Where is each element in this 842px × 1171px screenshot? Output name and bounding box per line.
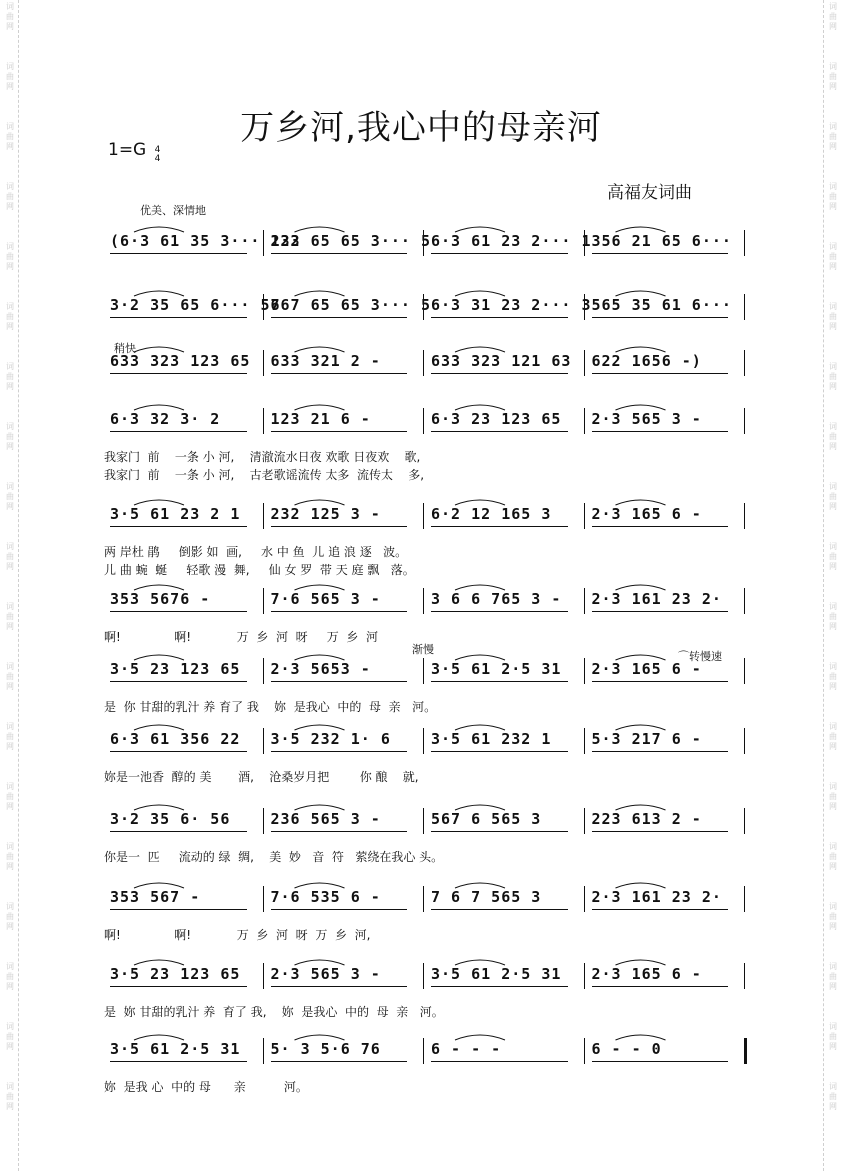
measure: 622 1656 -) (591, 352, 702, 370)
watermark-text: 词 曲 网 (829, 1082, 837, 1111)
beam-underline (592, 317, 729, 318)
beam-underline (271, 751, 408, 752)
beam-underline (431, 373, 568, 374)
beam-underline (592, 1061, 729, 1062)
slur-mark (295, 805, 345, 810)
slur-arcs (104, 578, 746, 592)
notation-line (104, 888, 746, 908)
beam-underline (271, 681, 408, 682)
watermark-text: 词 曲 网 (6, 602, 14, 631)
measure: 3·5 61 2·5 31 (431, 660, 562, 678)
measure: (6·3 61 35 3··· 232 (110, 232, 301, 250)
slur-mark (455, 227, 505, 232)
lyric-line-2: 我家门 前 一条 小 河, 古老歌谣流传 太多 流传太 多, (104, 468, 425, 482)
measure: 232 125 3 - (270, 505, 381, 523)
lyric-line-1: 妳 是我 心 中的 母 亲 河。 (104, 1080, 308, 1094)
beam-underline (431, 909, 568, 910)
slur-mark (616, 291, 666, 296)
watermark-text: 词 曲 网 (829, 122, 837, 151)
measure: 6 - - - (431, 1040, 502, 1058)
watermark-text: 词 曲 网 (829, 662, 837, 691)
measure: 2·3 165 6 - (591, 965, 702, 983)
slur-mark (295, 585, 345, 590)
watermark-text: 词 曲 网 (829, 542, 837, 571)
lyric-line-1: 是 妳 甘甜的乳汁 养 育了 我, 妳 是我心 中的 母 亲 河。 (104, 1005, 444, 1019)
watermark-text: 词 曲 网 (829, 482, 837, 511)
watermark-text: 词 曲 网 (6, 662, 14, 691)
notation-line (104, 730, 746, 750)
watermark-text: 词 曲 网 (6, 62, 14, 91)
beam-underline (271, 909, 408, 910)
slur-arcs (104, 493, 746, 507)
watermark-text: 词 曲 网 (829, 842, 837, 871)
beam-underline (271, 986, 408, 987)
measure: 2·3 565 3 - (591, 410, 702, 428)
measure: 2·3 161 23 2· (591, 590, 722, 608)
slur-mark (616, 960, 666, 965)
beam-underline (271, 373, 408, 374)
measure: 6·3 61 356 22 (110, 730, 241, 748)
watermark-text: 词 曲 网 (829, 902, 837, 931)
author-credit: 高福友词曲 (607, 183, 692, 203)
beam-underline (110, 909, 247, 910)
measure: 3·5 61 232 1 (431, 730, 552, 748)
measure: 6·3 31 23 2··· 3 (431, 296, 592, 314)
measure: 2·3 165 6 - (591, 660, 702, 678)
measure: 567 6 565 3 (431, 810, 542, 828)
beam-underline (431, 253, 568, 254)
beam-underline (592, 611, 729, 612)
measure: 3·5 61 2·5 31 (110, 1040, 241, 1058)
measure: 767 65 65 3··· 5 (270, 296, 431, 314)
beam-underline (431, 681, 568, 682)
song-title: 万乡河,我心中的母亲河 (240, 108, 602, 148)
beam-underline (592, 253, 729, 254)
ritardando-marking: 渐慢 (412, 643, 434, 656)
slur-mark (616, 405, 666, 410)
measure: 2·3 161 23 2· (591, 888, 722, 906)
slur-mark (455, 655, 505, 660)
watermark-text: 词 曲 网 (6, 962, 14, 991)
watermark-text: 词 曲 网 (6, 542, 14, 571)
key-label: 1=G (108, 140, 147, 160)
measure: 5· 3 5·6 76 (270, 1040, 381, 1058)
watermark-text: 词 曲 网 (829, 962, 837, 991)
watermark-text: 词 曲 网 (829, 62, 837, 91)
watermark-text: 词 曲 网 (6, 242, 14, 271)
measure: 6·3 23 123 65 (431, 410, 562, 428)
slur-mark (134, 347, 184, 352)
beam-underline (592, 681, 729, 682)
measure: 3·5 232 1· 6 (270, 730, 391, 748)
watermark-text: 词 曲 网 (6, 2, 14, 31)
slur-mark (616, 585, 666, 590)
measure: 123 21 6 - (270, 410, 371, 428)
measure: 565 35 61 6··· (591, 296, 732, 314)
slur-mark (134, 585, 184, 590)
slur-mark (295, 227, 345, 232)
watermark-text: 词 曲 网 (6, 782, 14, 811)
measure: 6 - - 0 (591, 1040, 662, 1058)
measure: 2·3 565 3 - (270, 965, 381, 983)
tempo-marking-fast: 稍快 (114, 342, 136, 355)
beam-underline (110, 317, 247, 318)
lyric-line-1: 啊! 啊! 万 乡 河 呀 万 乡 河, (104, 928, 371, 942)
slur-mark (295, 291, 345, 296)
slur-mark (134, 883, 184, 888)
watermark-text: 词 曲 网 (6, 722, 14, 751)
beam-underline (592, 526, 729, 527)
measure: 356 21 65 6··· (591, 232, 732, 250)
measure: 3·2 35 6· 56 (110, 810, 231, 828)
measure: 633 323 123 65 (110, 352, 251, 370)
beam-underline (431, 611, 568, 612)
notation-line (104, 352, 746, 372)
watermark-text: 词 曲 网 (6, 122, 14, 151)
slur-mark (455, 805, 505, 810)
measure: 6·2 12 165 3 (431, 505, 552, 523)
notation-line (104, 232, 746, 252)
measure: 3·2 35 65 6··· 56 (110, 296, 281, 314)
slur-mark (295, 725, 345, 730)
beam-underline (431, 317, 568, 318)
lyric-line-1: 啊! 啊! 万 乡 河 呀 万 乡 河 (104, 630, 379, 644)
measure: 223 613 2 - (591, 810, 702, 828)
beam-underline (110, 831, 247, 832)
beam-underline (271, 831, 408, 832)
slur-mark (134, 960, 184, 965)
notation-line (104, 1040, 746, 1060)
slur-mark (616, 500, 666, 505)
slur-mark (616, 725, 666, 730)
slur-mark (295, 960, 345, 965)
slur-mark (455, 347, 505, 352)
measure: 123 65 65 3··· 5 (270, 232, 431, 250)
measure: 6·3 61 23 2··· 1 (431, 232, 592, 250)
lyric-line-1: 我家门 前 一条 小 河, 清澈流水日夜 欢歌 日夜欢 歌, (104, 450, 421, 464)
measure: 7 6 7 565 3 (431, 888, 542, 906)
beam-underline (431, 751, 568, 752)
slur-mark (455, 725, 505, 730)
slur-mark (134, 291, 184, 296)
tempo-marking: 优美、深情地 (140, 204, 206, 217)
beam-underline (110, 431, 247, 432)
lyric-line-1: 你是一 匹 流动的 绿 绸, 美 妙 音 符 萦绕在我心 头。 (104, 850, 444, 864)
slur-mark (295, 405, 345, 410)
slur-mark (295, 883, 345, 888)
measure: 2·3 165 6 - (591, 505, 702, 523)
slur-arcs (104, 284, 746, 298)
notation-line (104, 965, 746, 985)
slur-mark (134, 725, 184, 730)
notation-line (104, 810, 746, 830)
watermark-text: 词 曲 网 (829, 602, 837, 631)
slur-mark (616, 227, 666, 232)
slur-mark (295, 1035, 345, 1040)
slur-mark (134, 1035, 184, 1040)
notation-line (104, 590, 746, 610)
beam-underline (110, 526, 247, 527)
beam-underline (592, 431, 729, 432)
beam-underline (431, 526, 568, 527)
slur-mark (134, 227, 184, 232)
beam-underline (271, 526, 408, 527)
measure: 5·3 217 6 - (591, 730, 702, 748)
slur-mark (134, 500, 184, 505)
measure: 633 323 121 63 (431, 352, 572, 370)
slur-arcs (104, 1028, 746, 1042)
beam-underline (110, 373, 247, 374)
beam-underline (271, 253, 408, 254)
measure: 3 6 6 765 3 - (431, 590, 562, 608)
measure: 236 565 3 - (270, 810, 381, 828)
slur-mark (616, 1035, 666, 1040)
slur-mark (455, 405, 505, 410)
slur-mark (455, 291, 505, 296)
lyric-line-1: 是 你 甘甜的乳汁 养 育了 我 妳 是我心 中的 母 亲 河。 (104, 700, 437, 714)
beam-underline (271, 317, 408, 318)
right-margin-strip (823, 0, 842, 1171)
watermark-text: 词 曲 网 (829, 422, 837, 451)
beam-underline (431, 831, 568, 832)
slur-mark (134, 655, 184, 660)
measure: 353 5676 - (110, 590, 211, 608)
slur-mark (295, 347, 345, 352)
watermark-text: 词 曲 网 (6, 482, 14, 511)
beam-underline (110, 611, 247, 612)
measure: 633 321 2 - (270, 352, 381, 370)
lyric-line-1: 两 岸杜 鹃 倒影 如 画, 水 中 鱼 儿 追 浪 逐 波。 (104, 545, 408, 559)
beam-underline (110, 681, 247, 682)
slur-mark (616, 883, 666, 888)
slur-mark (455, 883, 505, 888)
beam-underline (431, 1061, 568, 1062)
watermark-text: 词 曲 网 (6, 1082, 14, 1111)
beam-underline (110, 253, 247, 254)
time-signature (155, 146, 161, 164)
measure: 3·5 61 23 2 1 (110, 505, 241, 523)
beam-underline (271, 1061, 408, 1062)
watermark-text: 词 曲 网 (6, 362, 14, 391)
slur-arcs (104, 340, 746, 354)
watermark-text: 词 曲 网 (829, 182, 837, 211)
lyric-line-2: 儿 曲 蜿 蜒 轻歌 漫 舞, 仙 女 罗 带 天 庭 飘 落。 (104, 563, 415, 577)
slur-mark (134, 805, 184, 810)
notation-line (104, 505, 746, 525)
meter-top: 4 (154, 145, 161, 155)
watermark-text: 词 曲 网 (6, 842, 14, 871)
measure: 2·3 5653 - (270, 660, 371, 678)
slur-arcs (104, 220, 746, 234)
lyric-line-1: 妳是一池香 醇的 美 酒, 沧桑岁月把 你 酿 就, (104, 770, 419, 784)
slur-arcs (104, 648, 746, 662)
slur-arcs (104, 398, 746, 412)
beam-underline (110, 751, 247, 752)
slur-arcs (104, 718, 746, 732)
beam-underline (592, 986, 729, 987)
watermark-text: 词 曲 网 (6, 182, 14, 211)
slur-mark (295, 500, 345, 505)
beam-underline (592, 373, 729, 374)
beam-underline (592, 909, 729, 910)
beam-underline (271, 431, 408, 432)
slur-mark (616, 347, 666, 352)
measure: 6·3 32 3· 2 (110, 410, 221, 428)
watermark-text: 词 曲 网 (829, 302, 837, 331)
beam-underline (592, 831, 729, 832)
slur-arcs (104, 876, 746, 890)
slur-mark (455, 960, 505, 965)
notation-line (104, 660, 746, 680)
slur-mark (295, 655, 345, 660)
watermark-text: 词 曲 网 (6, 302, 14, 331)
watermark-text: 词 曲 网 (6, 902, 14, 931)
watermark-text: 词 曲 网 (829, 782, 837, 811)
slur-mark (455, 500, 505, 505)
watermark-text: 词 曲 网 (829, 722, 837, 751)
beam-underline (431, 986, 568, 987)
watermark-text: 词 曲 网 (829, 362, 837, 391)
slur-arcs (104, 953, 746, 967)
fermata-icon: ⌒ (678, 650, 689, 663)
measure: 7·6 565 3 - (270, 590, 381, 608)
notation-line (104, 410, 746, 430)
notation-line (104, 296, 746, 316)
beam-underline (110, 986, 247, 987)
measure: 3·5 23 123 65 (110, 660, 241, 678)
tempo-change-label: 转慢速 (689, 650, 722, 663)
beam-underline (431, 431, 568, 432)
left-margin-strip (0, 0, 19, 1171)
measure: 353 567 - (110, 888, 201, 906)
slur-mark (616, 805, 666, 810)
slur-mark (455, 585, 505, 590)
slur-arcs (104, 798, 746, 812)
watermark-text: 词 曲 网 (6, 1022, 14, 1051)
measure: 7·6 535 6 - (270, 888, 381, 906)
beam-underline (592, 751, 729, 752)
watermark-text: 词 曲 网 (829, 1022, 837, 1051)
slur-mark (134, 405, 184, 410)
meter-bottom: 4 (154, 154, 161, 164)
watermark-text: 词 曲 网 (829, 242, 837, 271)
slur-mark (455, 1035, 505, 1040)
measure: 3·5 61 2·5 31 (431, 965, 562, 983)
beam-underline (271, 611, 408, 612)
slur-mark (616, 655, 666, 660)
beam-underline (110, 1061, 247, 1062)
watermark-text: 词 曲 网 (829, 2, 837, 31)
watermark-text: 词 曲 网 (6, 422, 14, 451)
measure: 3·5 23 123 65 (110, 965, 241, 983)
key-signature (108, 140, 160, 164)
